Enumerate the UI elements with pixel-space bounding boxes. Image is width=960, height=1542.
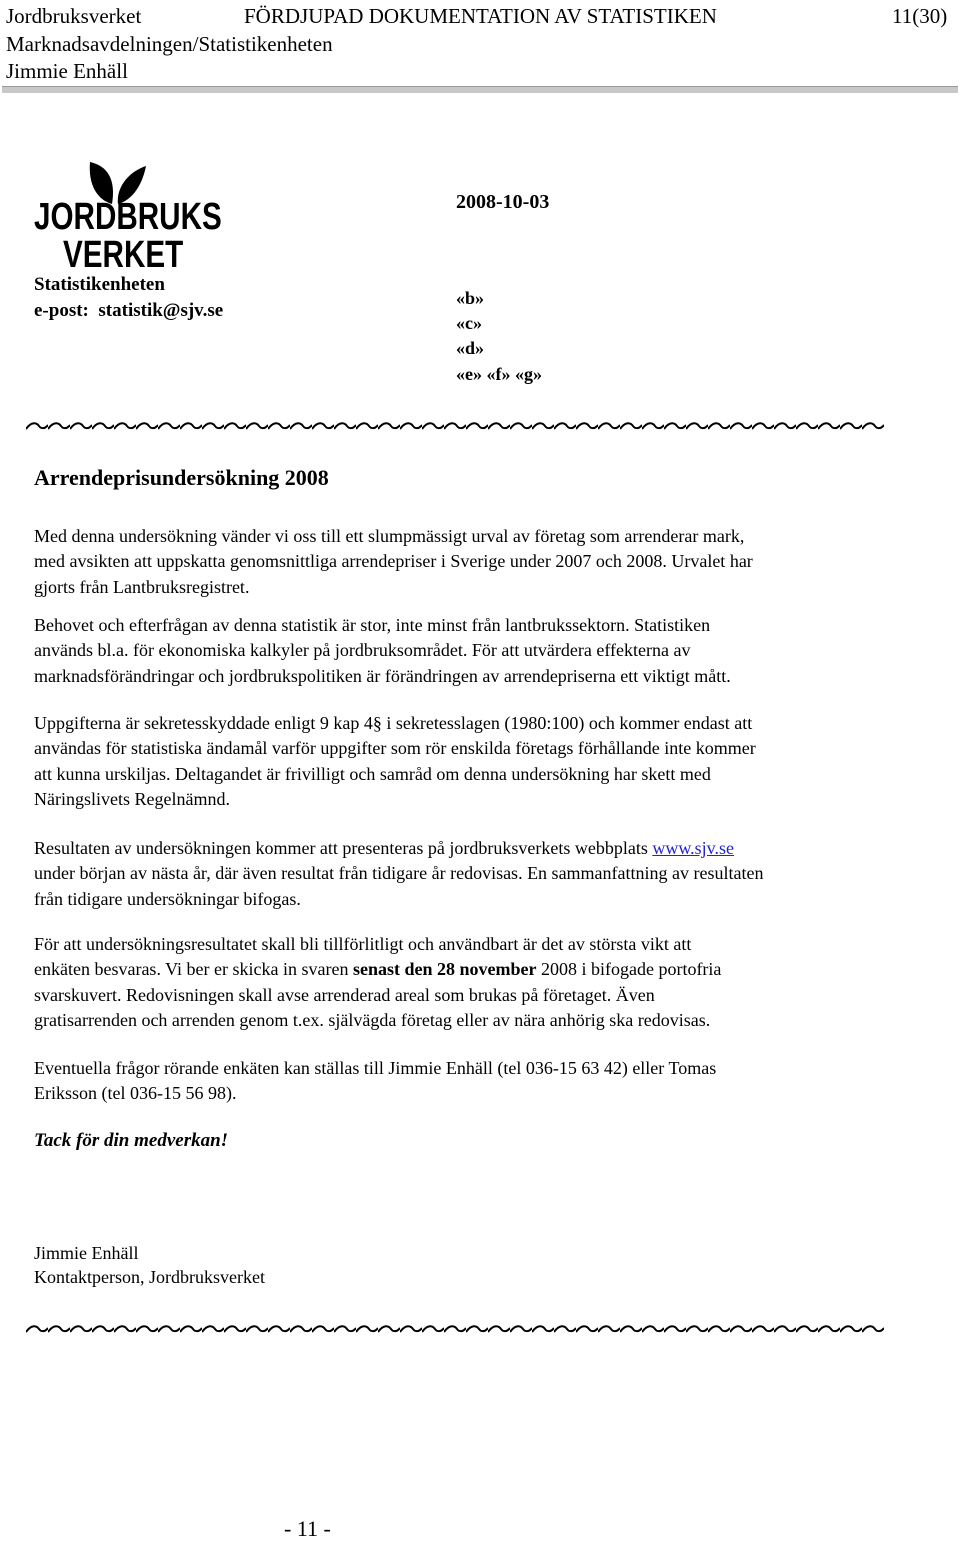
merge-field-d: «d» <box>456 338 485 358</box>
email-label: e-post: <box>34 300 89 321</box>
paragraph-confidentiality <box>34 711 864 812</box>
header-page-ref: 11(30) <box>892 4 948 28</box>
text-line: marknadsförändringar och jordbrukspolitiken är förändringen av arrendepriserna ett viktigt mått. <box>34 665 731 686</box>
sender-email-row <box>34 299 223 323</box>
letter-title: Arrendeprisundersökning 2008 <box>34 465 329 490</box>
text-line <box>34 957 864 982</box>
paragraph-response <box>34 932 864 1033</box>
header-org: Jordbruksverket <box>6 4 142 28</box>
header-doc-title: FÖRDJUPAD DOKUMENTATION AV STATISTIKEN <box>244 4 717 28</box>
paragraph-intro <box>34 524 864 600</box>
merge-field-b: «b» <box>456 288 485 308</box>
text-line: att kunna urskiljas. Deltagandet är frivilligt och samråd om denna undersökning har skett med <box>34 763 711 784</box>
signature-block <box>34 1241 265 1289</box>
paragraph-need <box>34 613 864 689</box>
signature-name: Jimmie Enhäll <box>34 1243 139 1263</box>
text-line: används bl.a. för ekonomiska kalkyler på jordbruksområdet. För att utvärdera effekterna av <box>34 640 691 661</box>
header-department: Marknadsavdelningen/Statistikenheten <box>6 32 333 56</box>
sender-unit: Statistikenheten <box>34 274 165 295</box>
logo-wordmark-line1: JORDBRUKS <box>34 196 222 238</box>
text-line: svarskuvert. Redovisningen skall avse arrenderad areal som brukas på företaget. Även <box>34 984 655 1005</box>
website-link[interactable]: www.sjv.se <box>652 838 734 858</box>
text-line: För att undersökningsresultatet skall bli tillförlitligt och användbart är det av största vikt att <box>34 934 692 954</box>
text-line: Näringslivets Regelnämnd. <box>34 788 230 809</box>
text-line: från tidigare undersökningar bifogas. <box>34 888 301 909</box>
decorative-wave-divider <box>26 1324 884 1334</box>
letter-date: 2008-10-03 <box>456 191 550 213</box>
thanks-line: Tack för din medverkan! <box>34 1130 229 1151</box>
deadline-emphasis: senast den 28 november <box>352 959 537 980</box>
text-line: Uppgifterna är sekretesskyddade enligt 9 kap 4§ i sekretesslagen (1980:100) och kommer endast att <box>34 713 753 733</box>
email-address: statistik@sjv.se <box>98 300 224 321</box>
text-line: under början av nästa år, där även resultat från tidigare år redovisas. En sammanfattning av resultaten <box>34 863 764 884</box>
page-number: - 11 - <box>284 1516 331 1541</box>
text-line: med avsikten att uppskatta genomsnittliga arrendepriser i Sverige under 2007 och 2008. Urvalet har <box>34 551 753 572</box>
text-span: Resultaten av undersökningen kommer att presenteras på jordbruksverkets webbplats <box>34 838 653 858</box>
text-line: Eriksson (tel 036-15 56 98). <box>34 1083 237 1104</box>
logo-wordmark-line2: VERKET <box>63 234 184 276</box>
paragraph-results <box>34 836 864 912</box>
header-rule <box>2 86 958 93</box>
text-line: gratisarrenden och arrenden genom t.ex. självägda företag eller av nära anhörig ska redovisas. <box>34 1009 711 1030</box>
text-line: Med denna undersökning vänder vi oss till ett slumpmässigt urval av företag som arrenderar mark, <box>34 526 745 546</box>
signature-title: Kontaktperson, Jordbruksverket <box>34 1267 265 1287</box>
text-span: enkäten besvaras. Vi ber er skicka in svaren <box>34 959 353 980</box>
header-author: Jimmie Enhäll <box>6 59 128 83</box>
decorative-wave-divider <box>26 421 884 431</box>
text-span: 2008 i bifogade portofria <box>536 959 722 980</box>
text-line: Eventuella frågor rörande enkäten kan ställas till Jimmie Enhäll (tel 036-15 63 42) eller Tomas <box>34 1058 717 1078</box>
merge-field-efg: «e» «f» «g» <box>456 364 542 384</box>
merge-field-c: «c» <box>456 313 482 333</box>
text-line <box>34 836 864 861</box>
text-line: användas för statistiska ändamål varför uppgifter som rör enskilda företags förhållande inte kommer <box>34 738 756 759</box>
text-line: Behovet och efterfrågan av denna statistik är stor, inte minst från lantbrukssektorn. Statistiken <box>34 615 711 635</box>
text-line: gjorts från Lantbruksregistret. <box>34 576 250 597</box>
paragraph-contact <box>34 1056 864 1107</box>
